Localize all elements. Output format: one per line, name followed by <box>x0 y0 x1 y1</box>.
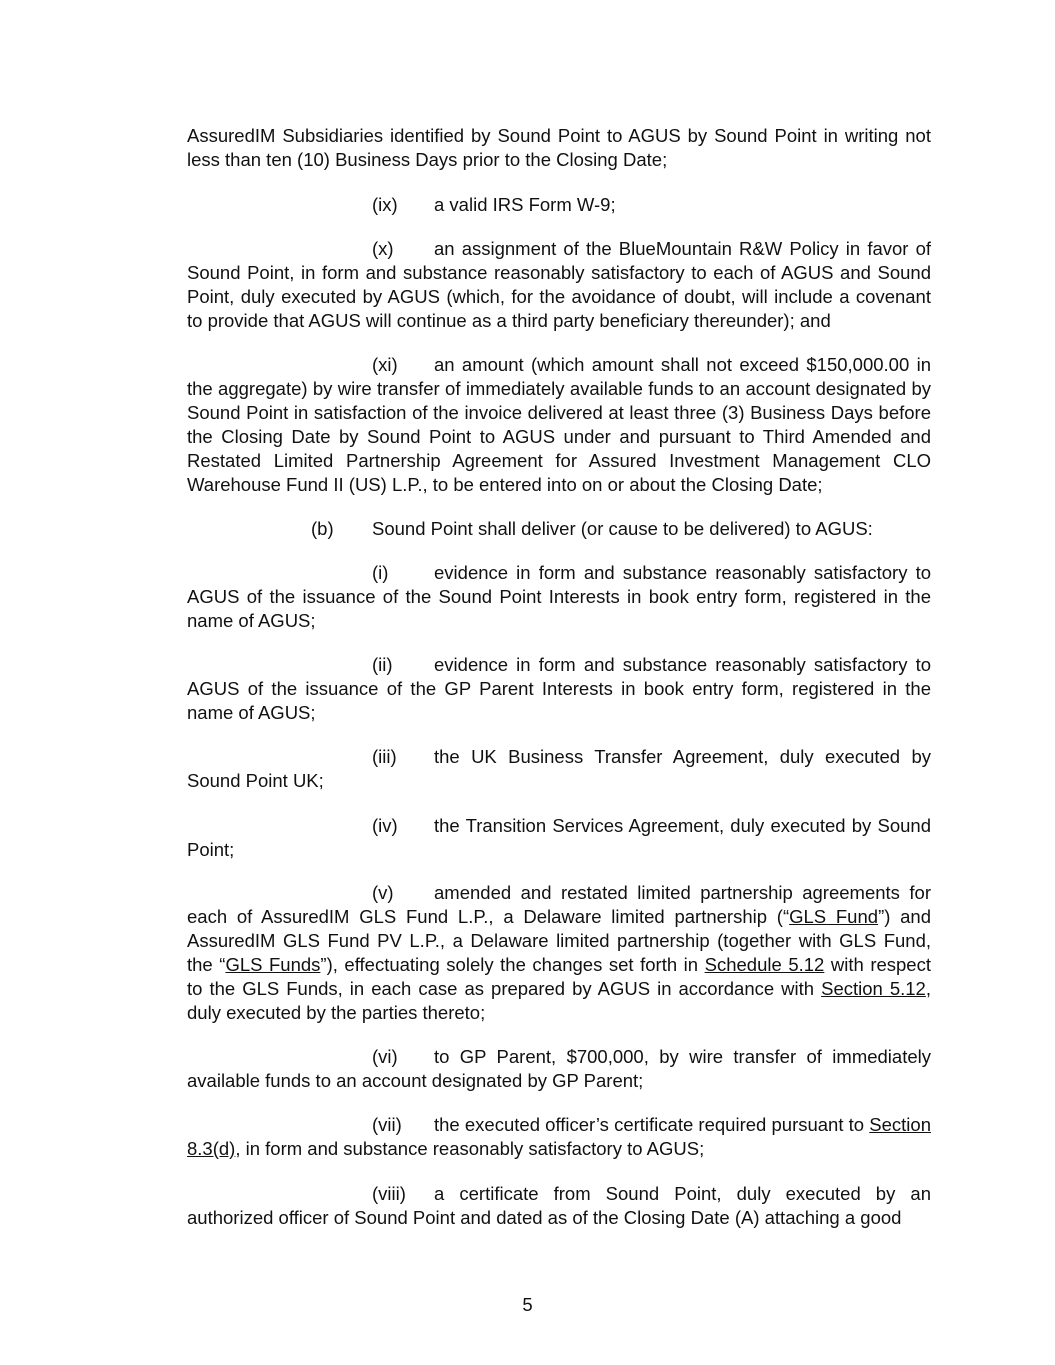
item-text: with respect to the GLS Funds, in each case as prepared by AGUS in accordance with <box>187 954 931 999</box>
item-label: (v) <box>372 882 394 903</box>
section-reference: Section 5.12 <box>821 978 926 999</box>
continuation-paragraph <box>187 124 931 172</box>
item-vi <box>187 1045 931 1093</box>
item-text: evidence in form and substance reasonably satisfactory to AGUS of the issuance of the GP Parent Interests in book entry form, registered in the name of AGUS; <box>187 654 931 723</box>
item-text: ”) and AssuredIM GLS Fund PV L.P., a Delaware limited partnership (together with GLS Fund, the “ <box>187 906 932 975</box>
item-text: , duly executed by the parties thereto; <box>187 978 931 1023</box>
defined-term-gls-fund: GLS Fund <box>789 906 879 927</box>
item-viii <box>187 1182 931 1230</box>
item-text: an assignment of the BlueMountain R&W Policy in favor of Sound Point, in form and substance reasonably satisfactory to each of AGUS and Sound Point, duly executed by AGUS (which, for the avoidance of doubt, will include a covenant to provide that AGUS will continue as a third party beneficiary thereunder); and <box>187 238 931 331</box>
item-label: (xi) <box>372 354 398 375</box>
item-text: an amount (which amount shall not exceed $150,000.00 in the aggregate) by wire transfer of immediately available funds to an account designated by Sound Point in satisfaction of the invoice delivered at least three (3) Business Days before the Closing Date by Sound Point to AGUS under and pursuant to Third Amended and Restated Limited Partnership Agreement for Assured Investment Management CLO Warehouse Fund II (US) L.P., to be entered into on or about the Closing Date; <box>187 354 931 495</box>
item-label: (ix) <box>372 194 398 215</box>
item-v <box>187 881 931 1025</box>
item-text: to GP Parent, $700,000, by wire transfer of immediately available funds to an account designated by GP Parent; <box>187 1046 931 1091</box>
section-reference: Section 8.3(d) <box>187 1114 931 1159</box>
item-vii <box>187 1113 931 1161</box>
item-label: (iii) <box>372 746 397 767</box>
item-label: (vi) <box>372 1046 398 1067</box>
item-label: (vii) <box>372 1114 402 1135</box>
page-number: 5 <box>522 1294 533 1315</box>
section-b <box>187 517 931 541</box>
item-text: a valid IRS Form W-9; <box>434 194 616 215</box>
section-label: (b) <box>311 518 334 539</box>
item-label: (ii) <box>372 654 393 675</box>
item-text: , in form and substance reasonably satisfactory to AGUS; <box>235 1138 705 1159</box>
schedule-reference: Schedule 5.12 <box>704 954 825 975</box>
item-label: (viii) <box>372 1183 406 1204</box>
item-label: (x) <box>372 238 394 259</box>
item-text: amended and restated limited partnership agreements for each of AssuredIM GLS Fund L.P., a Delaware limited partnership (“ <box>187 882 931 927</box>
item-text: the executed officer’s certificate required pursuant to <box>434 1114 870 1135</box>
item-xi <box>187 353 931 497</box>
item-text: ”), effectuating solely the changes set forth in <box>320 954 705 975</box>
item-text: the Transition Services Agreement, duly executed by Sound Point; <box>187 815 931 860</box>
item-label: (iv) <box>372 815 398 836</box>
item-text: the UK Business Transfer Agreement, duly executed by Sound Point UK; <box>187 746 931 791</box>
item-text: evidence in form and substance reasonably satisfactory to AGUS of the issuance of the Sound Point Interests in book entry form, registered in the name of AGUS; <box>187 562 931 631</box>
item-i <box>187 561 931 633</box>
continuation-text: AssuredIM Subsidiaries identified by Sound Point to AGUS by Sound Point in writing not less than ten (10) Business Days prior to the Closing Date; <box>187 125 931 170</box>
item-text: a certificate from Sound Point, duly executed by an authorized officer of Sound Point and dated as of the Closing Date (A) attaching a good <box>187 1183 931 1228</box>
item-ii <box>187 653 931 725</box>
item-ix <box>187 193 931 217</box>
defined-term-gls-funds: GLS Funds <box>225 954 321 975</box>
item-iii <box>187 745 931 793</box>
section-text: Sound Point shall deliver (or cause to be delivered) to AGUS: <box>372 518 873 539</box>
item-x <box>187 237 931 333</box>
item-label: (i) <box>372 562 389 583</box>
item-iv <box>187 814 931 862</box>
